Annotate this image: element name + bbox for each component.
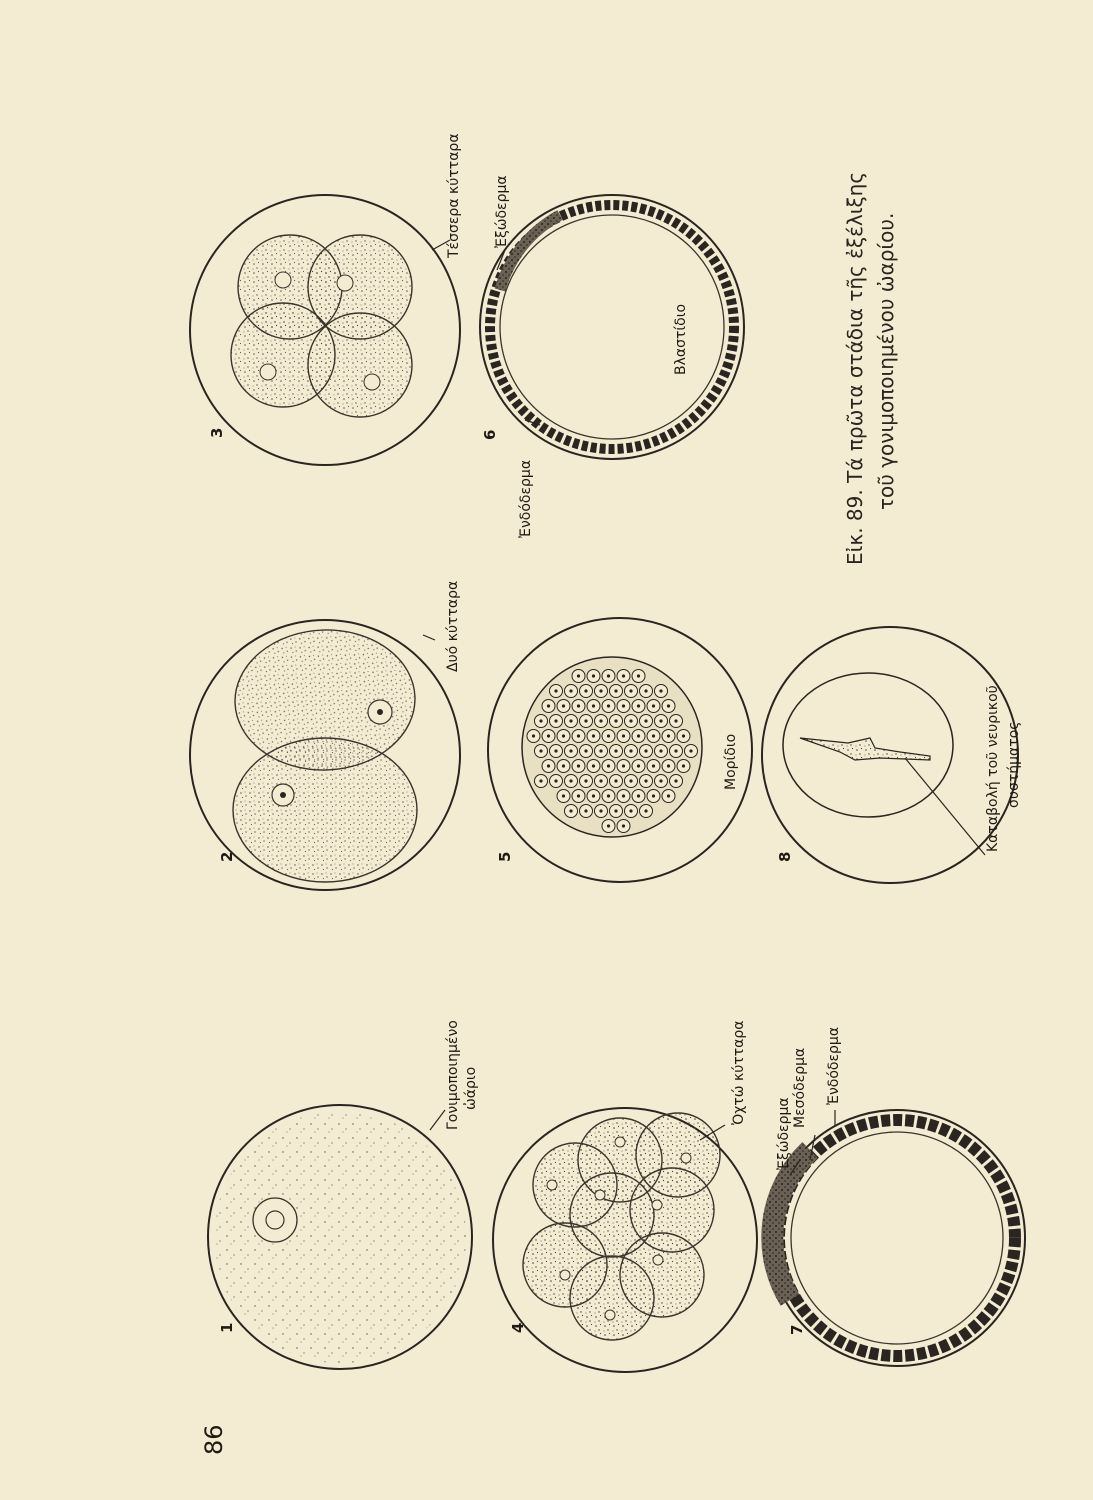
morula-cell-nucleus bbox=[532, 734, 535, 737]
morula-cell-nucleus bbox=[607, 824, 610, 827]
morula-cell-nucleus bbox=[584, 779, 587, 782]
morula-cell-nucleus bbox=[622, 824, 625, 827]
egg-cytoplasm bbox=[214, 1111, 466, 1363]
morula-cell-nucleus bbox=[682, 734, 685, 737]
morula-cell-nucleus bbox=[644, 779, 647, 782]
morula-cell-nucleus bbox=[637, 794, 640, 797]
morula-cell-nucleus bbox=[592, 764, 595, 767]
nucleus bbox=[560, 1270, 570, 1280]
morula-cell-nucleus bbox=[607, 734, 610, 737]
morula-cell-nucleus bbox=[614, 809, 617, 812]
cell-4 bbox=[308, 313, 412, 417]
nucleus bbox=[547, 1180, 557, 1190]
morula-cell-nucleus bbox=[614, 779, 617, 782]
morula-cell-nucleus bbox=[644, 749, 647, 752]
stage-5 bbox=[488, 618, 752, 882]
morula-cell-nucleus bbox=[614, 749, 617, 752]
morula-cell-nucleus bbox=[637, 764, 640, 767]
morula-cell-nucleus bbox=[607, 674, 610, 677]
morula-cell-nucleus bbox=[644, 689, 647, 692]
morula-cell-nucleus bbox=[637, 704, 640, 707]
morula-cell-nucleus bbox=[659, 689, 662, 692]
morula-cell-nucleus bbox=[562, 734, 565, 737]
label-leader bbox=[423, 635, 435, 640]
stage-8 bbox=[762, 627, 1018, 883]
morula-cell-nucleus bbox=[659, 779, 662, 782]
morula-cell-nucleus bbox=[569, 809, 572, 812]
stage-label: Ἐξώδερμα bbox=[494, 175, 510, 248]
morula-cell-nucleus bbox=[674, 779, 677, 782]
morula-cell-nucleus bbox=[667, 794, 670, 797]
morula-cell-nucleus bbox=[599, 779, 602, 782]
morula-cell-nucleus bbox=[592, 734, 595, 737]
morula-cell-nucleus bbox=[569, 749, 572, 752]
morula-cell-nucleus bbox=[622, 764, 625, 767]
morula-cell-nucleus bbox=[539, 719, 542, 722]
stage-label: Γονιμοποιημένο bbox=[445, 1020, 461, 1130]
nucleus bbox=[605, 1310, 615, 1320]
cell-b bbox=[233, 738, 417, 882]
morula-cell-nucleus bbox=[644, 719, 647, 722]
nucleolus bbox=[377, 709, 383, 715]
nucleus bbox=[337, 275, 353, 291]
morula-cell-nucleus bbox=[577, 764, 580, 767]
morula-cell-nucleus bbox=[652, 794, 655, 797]
morula-cell-nucleus bbox=[644, 809, 647, 812]
morula-cell-nucleus bbox=[599, 689, 602, 692]
morula-cell-nucleus bbox=[592, 674, 595, 677]
morula-cell-nucleus bbox=[652, 734, 655, 737]
stage-6 bbox=[480, 195, 744, 459]
morula-cell-nucleus bbox=[584, 749, 587, 752]
morula-cell-nucleus bbox=[584, 719, 587, 722]
stage-number: 5 bbox=[496, 851, 514, 862]
morula-cell-nucleus bbox=[599, 749, 602, 752]
nucleus bbox=[364, 374, 380, 390]
morula-cell-nucleus bbox=[539, 749, 542, 752]
stage-1 bbox=[208, 1105, 472, 1369]
nucleus bbox=[595, 1190, 605, 1200]
morula-cell-nucleus bbox=[554, 719, 557, 722]
stage-number: 6 bbox=[481, 429, 499, 440]
morula-cell-nucleus bbox=[607, 764, 610, 767]
stage-2 bbox=[190, 620, 460, 890]
morula-cell-nucleus bbox=[569, 779, 572, 782]
stage-number: 7 bbox=[788, 1324, 806, 1335]
stage-number: 1 bbox=[218, 1322, 236, 1333]
morula-cell-nucleus bbox=[562, 704, 565, 707]
morula-cell-nucleus bbox=[629, 749, 632, 752]
morula-cell-nucleus bbox=[614, 719, 617, 722]
figure-caption-line2: τοῦ γονιμοποιημένου ὠαρίου. bbox=[874, 212, 898, 510]
stage-label: συστήματος bbox=[1006, 721, 1022, 808]
morula-cell-nucleus bbox=[562, 794, 565, 797]
morula-cell-nucleus bbox=[637, 734, 640, 737]
morula-cell-nucleus bbox=[622, 674, 625, 677]
morula-cell-nucleus bbox=[599, 809, 602, 812]
morula-cell-nucleus bbox=[554, 689, 557, 692]
morula-cell-nucleus bbox=[607, 794, 610, 797]
morula-cell-nucleus bbox=[547, 734, 550, 737]
morula-cell-nucleus bbox=[622, 794, 625, 797]
morula-cell-nucleus bbox=[547, 764, 550, 767]
stage-label: Ἐξώδερμα bbox=[776, 1097, 792, 1170]
morula-cell-nucleus bbox=[584, 809, 587, 812]
morula-cell-nucleus bbox=[599, 719, 602, 722]
morula-cell-nucleus bbox=[569, 719, 572, 722]
morula-cell-nucleus bbox=[667, 734, 670, 737]
stage-number: 3 bbox=[208, 427, 226, 438]
morula-cell-nucleus bbox=[577, 674, 580, 677]
morula-cell-nucleus bbox=[667, 764, 670, 767]
inner-wall bbox=[791, 1132, 1003, 1344]
morula-cell-nucleus bbox=[659, 749, 662, 752]
morula-cell-nucleus bbox=[584, 689, 587, 692]
nucleus bbox=[615, 1137, 625, 1147]
stage-4 bbox=[493, 1108, 757, 1372]
morula-cell-nucleus bbox=[629, 719, 632, 722]
nucleus bbox=[275, 272, 291, 288]
cell bbox=[570, 1173, 654, 1257]
stage-label: Καταβολή τοῦ νευρικοῦ bbox=[985, 685, 1001, 852]
morula-cell-nucleus bbox=[554, 779, 557, 782]
label-leader bbox=[905, 758, 985, 855]
morula-cell-nucleus bbox=[622, 734, 625, 737]
morula-cell-nucleus bbox=[682, 764, 685, 767]
morula-cell-nucleus bbox=[667, 704, 670, 707]
label-leader bbox=[430, 1110, 445, 1130]
stage-label: Δυό κύτταρα bbox=[445, 580, 461, 672]
stage-number: 4 bbox=[509, 1322, 527, 1333]
blastocoel-wall bbox=[500, 215, 724, 439]
egg-membrane bbox=[480, 195, 744, 459]
stage-3 bbox=[190, 195, 460, 465]
morula-cell-nucleus bbox=[577, 704, 580, 707]
morula-cell-nucleus bbox=[592, 794, 595, 797]
morula-cell-nucleus bbox=[674, 719, 677, 722]
morula-cell-nucleus bbox=[629, 689, 632, 692]
morula-cell-nucleus bbox=[607, 704, 610, 707]
nucleus bbox=[681, 1153, 691, 1163]
stage-label: Μεσόδερμα bbox=[792, 1047, 808, 1128]
morula-cell-nucleus bbox=[689, 749, 692, 752]
morula-cell-nucleus bbox=[592, 704, 595, 707]
morula-cell-nucleus bbox=[622, 704, 625, 707]
stage-label: Τέσσερα κύτταρα bbox=[446, 133, 462, 258]
stage-number: 8 bbox=[776, 851, 794, 862]
morula-cell-nucleus bbox=[614, 689, 617, 692]
morula-cell-nucleus bbox=[629, 809, 632, 812]
stage-label: Ἐνδόδερμα bbox=[826, 1026, 842, 1105]
nucleolus bbox=[280, 792, 286, 798]
morula-cell-nucleus bbox=[562, 764, 565, 767]
stage-number: 2 bbox=[218, 851, 236, 862]
morula-cell-nucleus bbox=[577, 734, 580, 737]
nucleus bbox=[653, 1255, 663, 1265]
nucleus bbox=[652, 1200, 662, 1210]
figure-caption-line1: Εἰκ. 89. Τά πρῶτα στάδια τῆς ἐξέλιξης bbox=[843, 171, 867, 565]
morula-cell-nucleus bbox=[659, 719, 662, 722]
nucleus bbox=[253, 1198, 297, 1242]
stage-label: Ἐνδόδερμα bbox=[518, 459, 534, 538]
page-number: 86 bbox=[200, 1424, 228, 1455]
morula-cell-nucleus bbox=[569, 689, 572, 692]
morula-cell-nucleus bbox=[577, 794, 580, 797]
nucleus bbox=[260, 364, 276, 380]
morula-cell-nucleus bbox=[652, 764, 655, 767]
morula-cell-nucleus bbox=[629, 779, 632, 782]
stage-7 bbox=[769, 1110, 1025, 1366]
morula-cell-nucleus bbox=[652, 704, 655, 707]
morula-cell-nucleus bbox=[539, 779, 542, 782]
morula-cell-nucleus bbox=[554, 749, 557, 752]
stage-label: ὠάριο bbox=[463, 1066, 479, 1110]
stage-label: Ὀχτώ κύτταρα bbox=[731, 1020, 747, 1125]
neural-plate bbox=[800, 738, 930, 760]
stage-label: Μορίδιο bbox=[723, 733, 739, 790]
morula-cell-nucleus bbox=[637, 674, 640, 677]
morula-cell-nucleus bbox=[547, 704, 550, 707]
stage-label: Βλαστίδιο bbox=[673, 303, 689, 375]
morula-cell-nucleus bbox=[674, 749, 677, 752]
